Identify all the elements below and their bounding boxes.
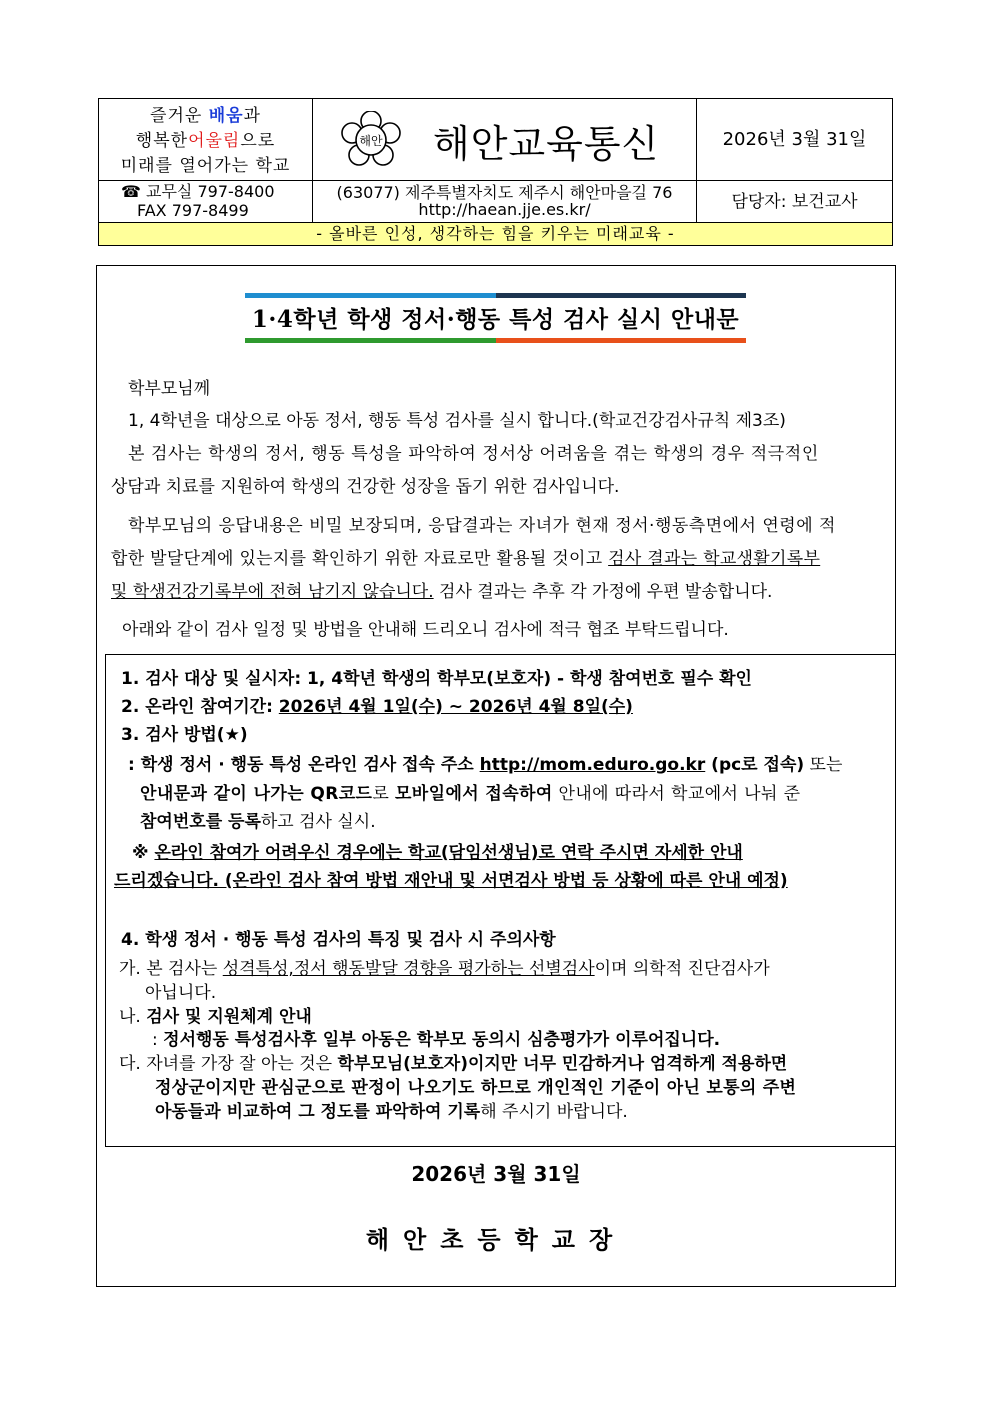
method-line-3: 참여번호를 등록하고 검사 실시. (140, 812, 376, 832)
title-bar-top-right (496, 293, 746, 298)
survey-url-link[interactable]: http://mom.eduro.go.kr (479, 755, 706, 775)
school-address (313, 181, 697, 223)
privacy-underline-2: 및 학생건강기록부에 전혀 남기지 않습니다. (111, 582, 434, 602)
caution-ga-line-1: 가. 본 검사는 성격특성,정서 행동발달 경향을 평가하는 선별검사이며 의학적 진단검사가 (119, 959, 770, 979)
item-2-period: 2. 온라인 참여기간: 2026년 4월 1일(수) ~ 2026년 4월 8일(수) (121, 697, 633, 717)
slogan-accent-learning: 배움 (208, 106, 244, 126)
title-bar-bottom-left (245, 338, 496, 343)
privacy-line-3: 및 학생건강기록부에 전혀 남기지 않습니다. 검사 결과는 추후 각 가정에 우편 발송합니다. (111, 582, 773, 602)
caution-ga-line-2: 아닙니다. (145, 983, 217, 1003)
screening-test-underline: 성격특성,정서 행동발달 경향을 평가하는 선별검사 (222, 959, 595, 979)
notice-title: 1·4학년 학생 정서·행동 특성 검사 실시 안내문 (251, 306, 740, 333)
school-slogan (99, 99, 313, 181)
note-line-1: ※ 온라인 참여가 어려우신 경우에는 학교(담임선생님)로 연락 주시면 자세한 안내 (132, 843, 743, 863)
slogan-line-1: 즐거운 배움과 (150, 106, 261, 126)
newsletter-title: 해안교육통신 (433, 122, 660, 166)
title-bar-bottom-right (496, 338, 746, 343)
privacy-line-2: 합한 발달단계에 있는지를 확인하기 위한 자료로만 활용될 것이고 검사 결과는 학교생활기록부 (111, 549, 821, 569)
privacy-line-1: 학부모님의 응답내용은 비밀 보장되며, 응답결과는 자녀가 현재 정서·행동측면에서 연령에 적 (128, 516, 836, 536)
cooperation-request: 아래와 같이 검사 일정 및 방법을 안내해 드리오니 검사에 적극 협조 부탁드립니다. (122, 620, 729, 640)
method-line-1: : 학생 정서 · 행동 특성 온라인 검사 접속 주소 http://mom.eduro.go.kr (pc로 접속) 또는 (128, 755, 843, 775)
title-cell (313, 99, 697, 181)
item-4-cautions: 4. 학생 정서 · 행동 특성 검사의 특징 및 검사 시 주의사항 (121, 930, 556, 950)
caution-na-line-1: 나. 검사 및 지원체계 안내 (119, 1007, 312, 1027)
contact-numbers (99, 181, 313, 223)
slogan-line-3: 미래를 열어가는 학교 (120, 156, 291, 176)
person-in-charge: 담당자: 보건교사 (697, 181, 892, 223)
item-1-target: 1. 검사 대상 및 실시자: 1, 4학년 학생의 학부모(보호자) - 학생 참여번호 필수 확인 (121, 669, 752, 689)
caution-da-line-1: 다. 자녀를 가장 잘 아는 것은 학부모님(보호자)이지만 너무 민감하거나 엄격하게 적용하면 (119, 1054, 788, 1074)
school-website-link[interactable]: http://haean.jje.es.kr/ (418, 200, 591, 219)
note-line-2: 드리겠습니다. (온라인 검사 참여 방법 재안내 및 서면검사 방법 등 상황에 따른 안내 예정) (114, 871, 788, 891)
privacy-underline-1: 검사 결과는 학교생활기록부 (608, 549, 821, 569)
phone-number: ☎ 교무실 797-8400 (121, 182, 275, 201)
participation-dates: 2026년 4월 1일(수) ~ 2026년 4월 8일(수) (278, 697, 633, 717)
newsletter-header (98, 98, 893, 246)
caution-na-line-2: : 정서행동 특성검사후 일부 아동은 학부모 동의시 심층평가가 이루어집니다. (152, 1030, 721, 1050)
emblem-text: 해안 (359, 134, 383, 148)
slogan-line-2: 행복한어울림으로 (135, 131, 276, 151)
item-3-method: 3. 검사 방법(★) (121, 725, 248, 745)
address-text: (63077) 제주특별자치도 제주시 해안마을길 76 (336, 183, 673, 202)
note-mark: ※ (132, 843, 155, 863)
title-bar-top-left (245, 293, 496, 298)
caution-da-line-3: 아동들과 비교하여 그 정도를 파악하여 기록해 주시기 바랍니다. (155, 1102, 628, 1122)
notice-title-block (245, 293, 746, 345)
purpose-line-1: 본 검사는 학생의 정서, 행동 특성을 파악하여 정서상 어려움을 겪는 학생의 경우 적극적인 (128, 444, 819, 464)
fax-number: FAX 797-8499 (137, 201, 249, 220)
education-motto: - 올바른 인성, 생각하는 힘을 키우는 미래교육 - (99, 223, 892, 245)
issue-date: 2026년 3월 31일 (697, 99, 892, 181)
caution-da-line-2: 정상군이지만 관심군으로 판정이 나오기도 하므로 개인적인 기준이 아닌 보통의 주변 (155, 1078, 797, 1098)
school-emblem-icon (341, 111, 401, 167)
principal-signature: 해안초등학교장 (365, 1226, 627, 1254)
closing-date: 2026년 3월 31일 (411, 1162, 581, 1186)
purpose-line-2: 상담과 치료를 지원하여 학생의 건강한 성장을 돕기 위한 검사입니다. (111, 477, 620, 497)
salutation: 학부모님께 (128, 379, 211, 399)
intro-paragraph: 1, 4학년을 대상으로 아동 정서, 행동 특성 검사를 실시 합니다.(학교건강검사규칙 제3조) (128, 411, 786, 431)
slogan-accent-harmony: 어울림 (188, 131, 241, 151)
method-line-2: 안내문과 같이 나가는 QR코드로 모바일에서 접속하여 안내에 따라서 학교에서 나눠 준 (140, 784, 801, 804)
